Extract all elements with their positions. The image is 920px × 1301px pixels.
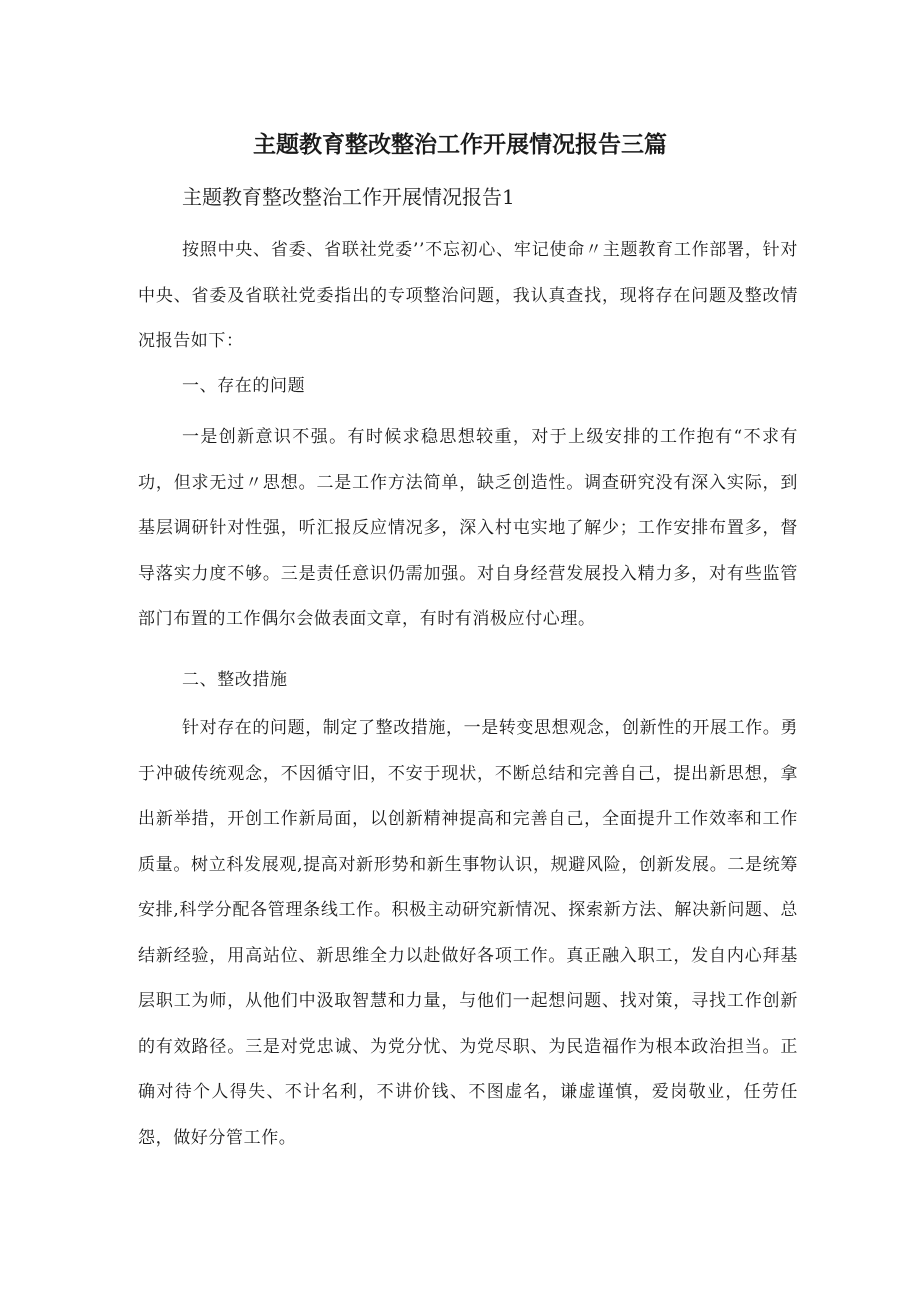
section-heading-problems: 一、存在的问题	[182, 376, 306, 396]
section-heading-measures: 二、整改措施	[182, 670, 288, 690]
report-subtitle: 主题教育整改整治工作开展情况报告1	[182, 185, 515, 209]
measures-paragraph: 针对存在的问题，制定了整改措施，一是转变思想观念，创新性的开展工作。勇于冲破传统观念，不因循守旧，不安于现状，不断总结和完善自己，提出新思想，拿出新举措，开创工作新局面，以创新精神提高和完善自己，全面提升工作效率和工作质量。树立科发展观,提高对新形势和新生事物认识，规避风险，创新发展。二是统筹安排,科学分配各管理条线工作。积极主动研究新情况、探索新方法、解决新问题、总结新经验，用高站位、新思维全力以赴做好各项工作。真正融入职工，发自内心拜基层职工为师，从他们中汲取智慧和力量，与他们一起想问题、找对策，寻找工作创新的有效路径。三是对党忠诚、为党分忧、为党尽职、为民造福作为根本政治担当。正确对待个人得失、不计名利，不讲价钱、不图虚名，谦虚谨慎，爱岗敬业，任劳任怨，做好分管工作。	[138, 718, 798, 1148]
intro-paragraph: 按照中央、省委、省联社党委’’不忘初心、牢记使命〃主题教育工作部署，针对中央、省委及省联社党委指出的专项整治问题，我认真查找，现将存在问题及整改情况报告如下：	[138, 240, 798, 351]
problems-paragraph: 一是创新意识不强。有时候求稳思想较重，对于上级安排的工作抱有“不求有功，但求无过〃思想。二是工作方法简单，缺乏创造性。调查研究没有深入实际，到基层调研针对性强，听汇报反应情况多，深入村屯实地了解少；工作安排布置多，督导落实力度不够。三是责任意识仍需加强。对自身经营发展投入精力多，对有些监管部门布置的工作偶尔会做表面文章，有时有消极应付心理。	[138, 427, 798, 629]
document-title: 主题教育整改整治工作开展情况报告三篇	[253, 132, 667, 158]
